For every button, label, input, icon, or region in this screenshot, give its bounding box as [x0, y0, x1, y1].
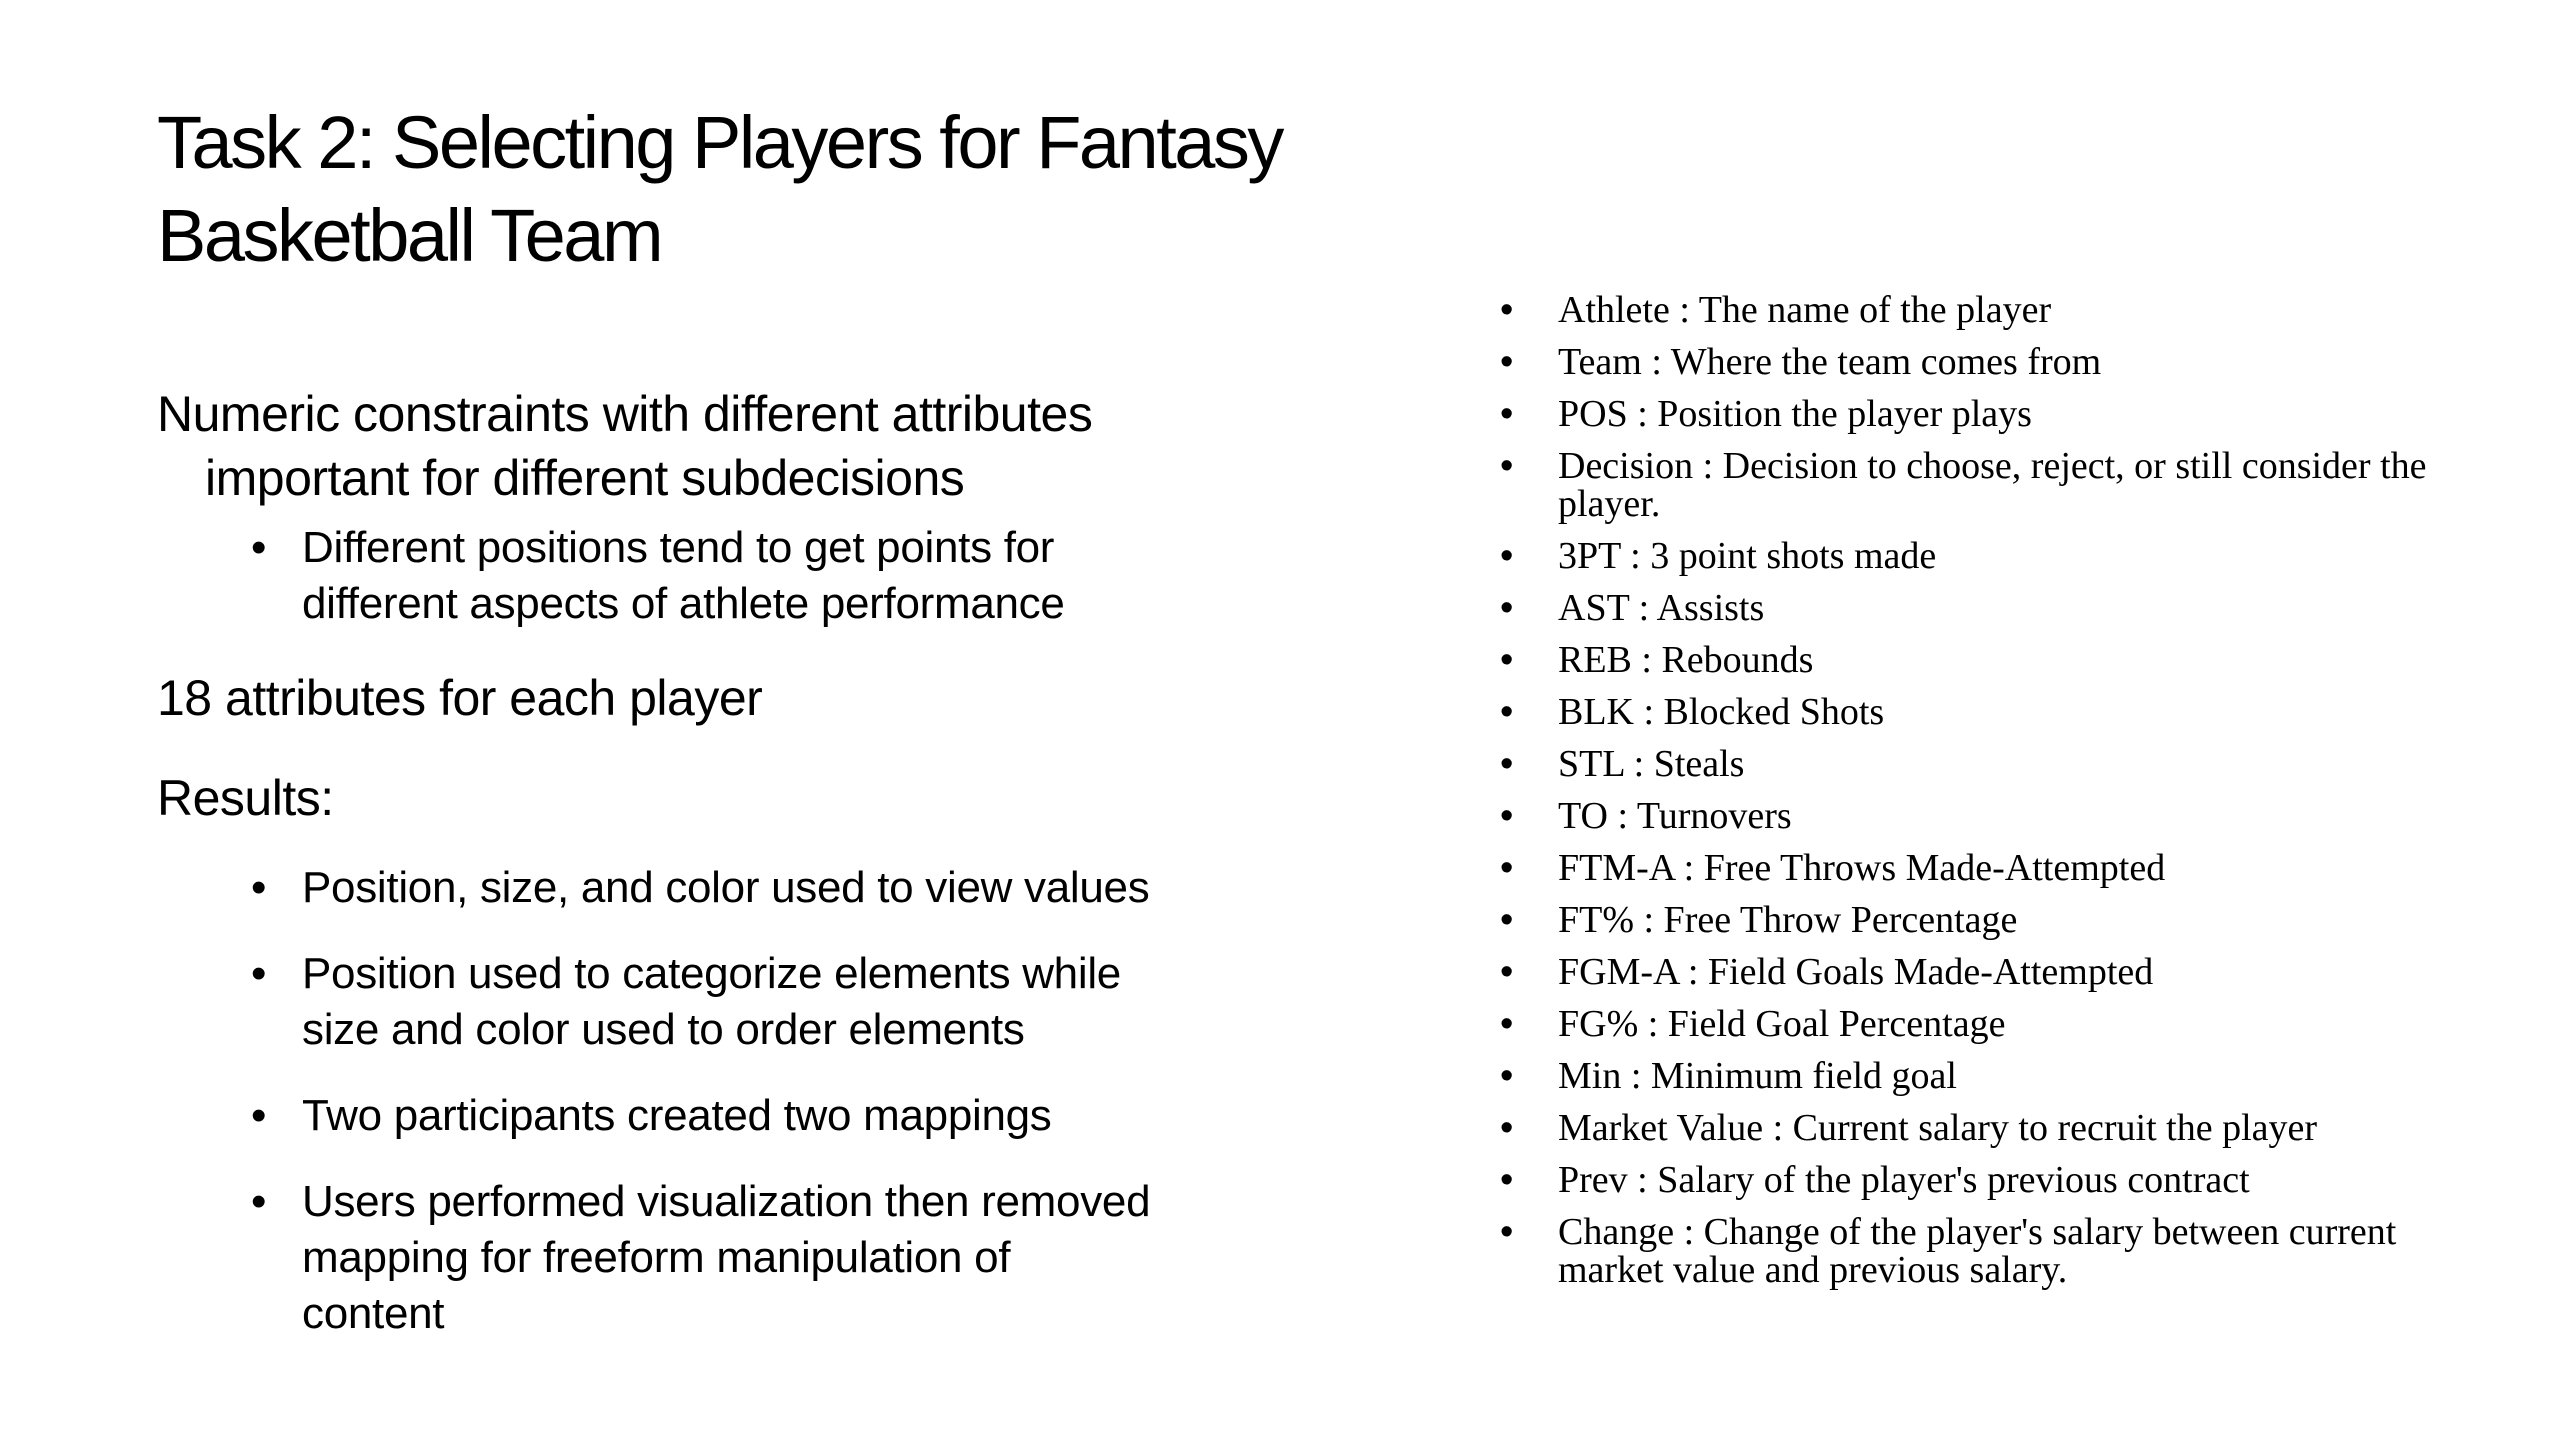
slide-title-line: Task 2: Selecting Players for Fantasy — [157, 101, 1282, 184]
attribute-text: TO : Turnovers — [1558, 795, 1792, 837]
attribute-text: STL : Steals — [1558, 743, 1745, 785]
bullet-icon: • — [1500, 899, 1514, 941]
list-item — [157, 946, 1277, 1058]
attribute-text: FG% : Field Goal Percentage — [1558, 1003, 2006, 1045]
paragraph-line: Numeric constraints with different attributes — [157, 386, 1093, 442]
bullet-icon: • — [1500, 587, 1514, 629]
list-item-line: mapping for freeform manipulation of — [302, 1233, 1011, 1282]
attribute-item — [1500, 395, 2520, 433]
bullet-icon: • — [1500, 535, 1514, 577]
attribute-text: AST : Assists — [1558, 587, 1765, 629]
attribute-text: Min : Minimum field goal — [1558, 1055, 1957, 1097]
attribute-text: FT% : Free Throw Percentage — [1558, 899, 2018, 941]
numeric-constraints-bullets — [157, 520, 1277, 632]
list-item — [157, 1174, 1277, 1342]
attribute-text: BLK : Blocked Shots — [1558, 691, 1885, 733]
list-item-line: Users performed visualization then removed — [302, 1177, 1151, 1226]
paragraph-line: Results: — [157, 770, 334, 826]
attribute-text: Athlete : The name of the player — [1558, 289, 2052, 331]
bullet-icon: • — [251, 949, 267, 998]
attribute-item — [1500, 1213, 2520, 1289]
bullet-icon: • — [1500, 847, 1514, 889]
attribute-text: POS : Position the player plays — [1558, 393, 2032, 435]
bullet-icon: • — [1500, 341, 1514, 383]
attribute-text: REB : Rebounds — [1558, 639, 1814, 681]
bullet-icon: • — [1500, 743, 1514, 785]
bullet-icon: • — [1500, 393, 1514, 435]
slide-title — [157, 96, 1457, 282]
bullet-icon: • — [251, 1177, 267, 1226]
bullet-icon: • — [251, 863, 267, 912]
bullet-icon: • — [1500, 1003, 1514, 1045]
list-item-line: Different positions tend to get points for — [302, 523, 1055, 572]
results-list — [157, 860, 1277, 1342]
attribute-item — [1500, 537, 2520, 575]
attribute-text: Decision : Decision to choose, reject, or still consider the — [1558, 445, 2427, 487]
paragraph-results-heading — [157, 766, 1277, 830]
list-item-line: Position, size, and color used to view values — [302, 863, 1150, 912]
paragraph-numeric-constraints — [157, 382, 1277, 510]
attribute-item — [1500, 589, 2520, 627]
bullet-icon: • — [251, 1091, 267, 1140]
attribute-item — [1500, 447, 2520, 523]
bullet-icon: • — [251, 523, 267, 572]
attribute-item — [1500, 641, 2520, 679]
slide-title-line: Basketball Team — [157, 194, 662, 277]
bullet-icon: • — [1500, 795, 1514, 837]
paragraph-attribute-count — [157, 666, 1277, 730]
attribute-text: 3PT : 3 point shots made — [1558, 535, 1937, 577]
list-item-line: Position used to categorize elements while — [302, 949, 1121, 998]
bullet-icon: • — [1500, 639, 1514, 681]
list-item-line: Two participants created two mappings — [302, 1091, 1052, 1140]
attribute-item — [1500, 849, 2520, 887]
bullet-icon: • — [1500, 691, 1514, 733]
attribute-text: FTM-A : Free Throws Made-Attempted — [1558, 847, 2166, 889]
list-item — [157, 520, 1277, 632]
left-content — [157, 382, 1277, 1342]
attribute-item — [1500, 901, 2520, 939]
list-item-line: size and color used to order elements — [302, 1005, 1025, 1054]
bullet-icon: • — [1500, 951, 1514, 993]
list-item-line: different aspects of athlete performance — [302, 579, 1065, 628]
attribute-text: market value and previous salary. — [1558, 1249, 2068, 1291]
bullet-icon: • — [1500, 1159, 1514, 1201]
attribute-item — [1500, 1057, 2520, 1095]
attribute-text: Team : Where the team comes from — [1558, 341, 2102, 383]
bullet-icon: • — [1500, 1107, 1514, 1149]
attribute-text: Market Value : Current salary to recruit the player — [1558, 1107, 2318, 1149]
attribute-list — [1500, 291, 2520, 1303]
attribute-item — [1500, 291, 2520, 329]
list-item — [157, 1088, 1277, 1144]
bullet-icon: • — [1500, 445, 1514, 487]
attribute-text: FGM-A : Field Goals Made-Attempted — [1558, 951, 2154, 993]
attribute-item — [1500, 953, 2520, 991]
list-item-line: content — [302, 1289, 445, 1338]
paragraph-line: important for different subdecisions — [205, 450, 965, 506]
attribute-item — [1500, 745, 2520, 783]
attribute-item — [1500, 1161, 2520, 1199]
attribute-item — [1500, 797, 2520, 835]
attribute-item — [1500, 1109, 2520, 1147]
paragraph-line: 18 attributes for each player — [157, 670, 763, 726]
attribute-text: Prev : Salary of the player's previous contract — [1558, 1159, 2250, 1201]
attribute-item — [1500, 1005, 2520, 1043]
list-item — [157, 860, 1277, 916]
attribute-text: player. — [1558, 483, 1661, 525]
bullet-icon: • — [1500, 1055, 1514, 1097]
attribute-item — [1500, 343, 2520, 381]
attribute-text: Change : Change of the player's salary between current — [1558, 1211, 2397, 1253]
bullet-icon: • — [1500, 1211, 1514, 1253]
bullet-icon: • — [1500, 289, 1514, 331]
attribute-item — [1500, 693, 2520, 731]
